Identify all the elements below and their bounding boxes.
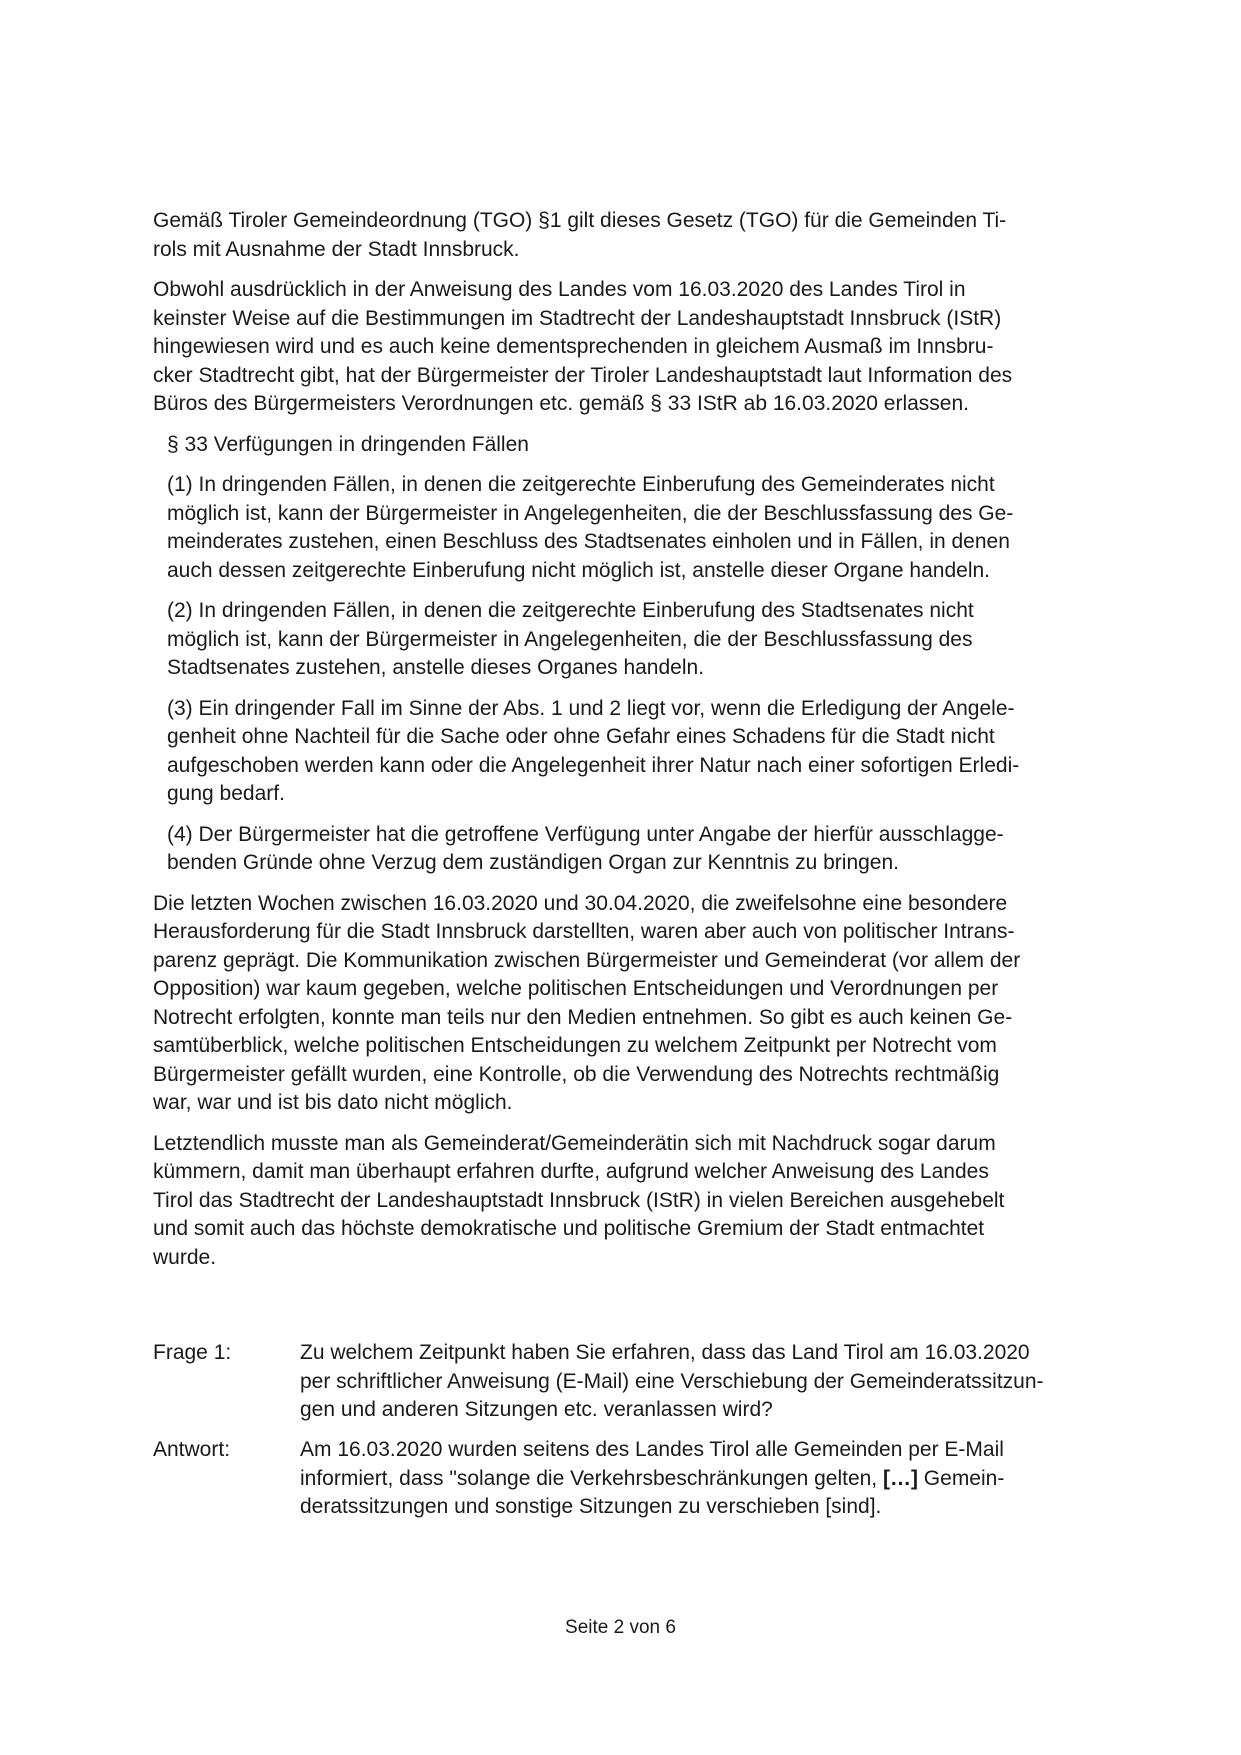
text-line: parenz geprägt. Die Kommunikation zwischen Bürgermeister und Gemeinderat (vor allem der [153, 948, 1021, 972]
omission-marker: […] [882, 1466, 918, 1490]
text-line: kümmern, damit man überhaupt erfahren durfte, aufgrund welcher Anweisung des Landes [153, 1160, 989, 1183]
text-line: samtüberblick, welche politischen Entscheidungen zu welchem Zeitpunkt per Notrecht vom [153, 1034, 997, 1057]
text-line: Herausforderung für die Stadt Innsbruck darstellten, waren aber auch von politischer Intrans- [153, 920, 1015, 943]
text-line: keinster Weise auf die Bestimmungen im Stadtrecht der Landeshauptstadt Innsbruck (IStR) [153, 306, 1002, 330]
text-line: war, war und ist bis dato nicht möglich. [153, 1091, 513, 1114]
law-quote-section-33 [153, 431, 1133, 878]
question-1 [153, 1339, 1133, 1425]
text-line: möglich ist, kann der Bürgermeister in Angelegenheiten, die der Beschlussfassung des Ge- [167, 501, 1014, 525]
text-line: Die letzten Wochen zwischen 16.03.2020 und 30.04.2020, die zweifelsohne eine besondere [153, 891, 1008, 915]
law-title [167, 431, 1133, 460]
text-line [300, 1465, 1133, 1494]
answer-1 [153, 1436, 1133, 1522]
text-line: (1) In dringenden Fällen, in denen die zeitgerechte Einberufung des Gemeinderates nicht [167, 473, 995, 496]
page-number-footer: Seite 2 von 6 [565, 1617, 676, 1638]
law-subsection-2 [167, 597, 1133, 683]
text-line: Obwohl ausdrücklich in der Anweisung des Landes vom 16.03.2020 des Landes Tirol in [153, 278, 966, 301]
text-line: meinderates zustehen, einen Beschluss des Stadtsenates einholen und in Fällen, in denen [167, 530, 1010, 553]
text-line: Büros des Bürgermeisters Verordnungen etc. gemäß § 33 IStR ab 16.03.2020 erlassen. [153, 392, 969, 415]
text-line: genheit ohne Nachteil für die Sache oder ohne Gefahr eines Schadens für die Stadt nicht [167, 725, 995, 748]
law-subsection-3 [167, 695, 1133, 809]
text-line: gung bedarf. [167, 782, 285, 805]
answer-text-segment: Gemein- [917, 1466, 1005, 1490]
paragraph-anweisung [153, 276, 1133, 419]
text-line: gen und anderen Sitzungen etc. veranlassen wird? [300, 1398, 773, 1421]
text-line: (2) In dringenden Fällen, in denen die zeitgerechte Einberufung des Stadtsenates nicht [167, 599, 974, 622]
answer-text-segment: informiert, dass "solange die Verkehrsbeschränkungen gelten, [300, 1466, 883, 1490]
text-line: Letztendlich musste man als Gemeinderat/Gemeinderätin sich mit Nachdruck sogar darum [153, 1131, 996, 1155]
text-line: Stadtsenates zustehen, anstelle dieses Organes handeln. [167, 656, 705, 679]
text-line: rols mit Ausnahme der Stadt Innsbruck. [153, 237, 520, 261]
text-line: hingewiesen wird und es auch keine dementsprechenden in gleichem Ausmaß im Innsbru- [153, 335, 994, 358]
text-line: Gemäß Tiroler Gemeindeordnung (TGO) §1 gilt dieses Gesetz (TGO) für die Gemeinden Ti- [153, 209, 1007, 232]
text-line: wurde. [153, 1245, 217, 1269]
text-line: benden Gründe ohne Verzug dem zuständigen Organ zur Kenntnis zu bringen. [167, 851, 899, 874]
text-line: cker Stadtrecht gibt, hat der Bürgermeister der Tiroler Landeshauptstadt laut Information des [153, 363, 1013, 387]
text-line: per schriftlicher Anweisung (E-Mail) eine Verschiebung der Gemeinderatssitzun- [300, 1369, 1044, 1393]
text-line: Am 16.03.2020 wurden seitens des Landes Tirol alle Gemeinden per E-Mail [300, 1438, 1004, 1461]
text-line: auch dessen zeitgerechte Einberufung nicht möglich ist, anstelle dieser Organe handeln. [167, 558, 991, 582]
text-line: Notrecht erfolgten, konnte man teils nur den Medien entnehmen. So gibt es auch keinen Ge- [153, 1005, 1013, 1029]
answer-text [300, 1436, 1133, 1522]
text-line: Opposition) war kaum gegeben, welche politischen Entscheidungen und Verordnungen per [153, 977, 999, 1000]
paragraph-letztendlich [153, 1130, 1133, 1273]
text-line: (4) Der Bürgermeister hat die getroffene Verfügung unter Angabe der hierfür ausschlagge- [167, 822, 1004, 846]
law-subsection-4 [167, 821, 1133, 878]
text-line: Tirol das Stadtrecht der Landeshauptstadt Innsbruck (IStR) in vielen Bereichen ausgehebelt [153, 1188, 1005, 1212]
text-line: Bürgermeister gefällt wurden, eine Kontrolle, ob die Verwendung des Notrechts rechtmäßig [153, 1062, 1000, 1086]
law-subsection-1 [167, 471, 1133, 585]
text-line: § 33 Verfügungen in dringenden Fällen [167, 432, 529, 456]
text-line: und somit auch das höchste demokratische und politische Gremium der Stadt entmachtet [153, 1217, 985, 1240]
paragraph-intransparenz [153, 890, 1133, 1118]
question-row [153, 1339, 1133, 1425]
paragraph-tgo [153, 207, 1133, 264]
document-body [153, 207, 1133, 1284]
text-line: (3) Ein dringender Fall im Sinne der Abs. 1 und 2 liegt vor, wenn die Erledigung der Angele- [167, 696, 1015, 720]
question-text [300, 1339, 1133, 1425]
answer-row [153, 1436, 1133, 1522]
answer-label: Antwort: [153, 1438, 231, 1461]
text-line: aufgeschoben werden kann oder die Angelegenheit ihrer Natur nach einer sofortigen Erledi- [167, 753, 1020, 777]
text-line: deratssitzungen und sonstige Sitzungen zu verschieben [sind]. [300, 1495, 882, 1518]
text-line: möglich ist, kann der Bürgermeister in Angelegenheiten, die der Beschlussfassung des [167, 627, 973, 651]
text-line: Zu welchem Zeitpunkt haben Sie erfahren, dass das Land Tirol am 16.03.2020 [300, 1341, 1030, 1364]
question-label: Frage 1: [153, 1341, 232, 1364]
